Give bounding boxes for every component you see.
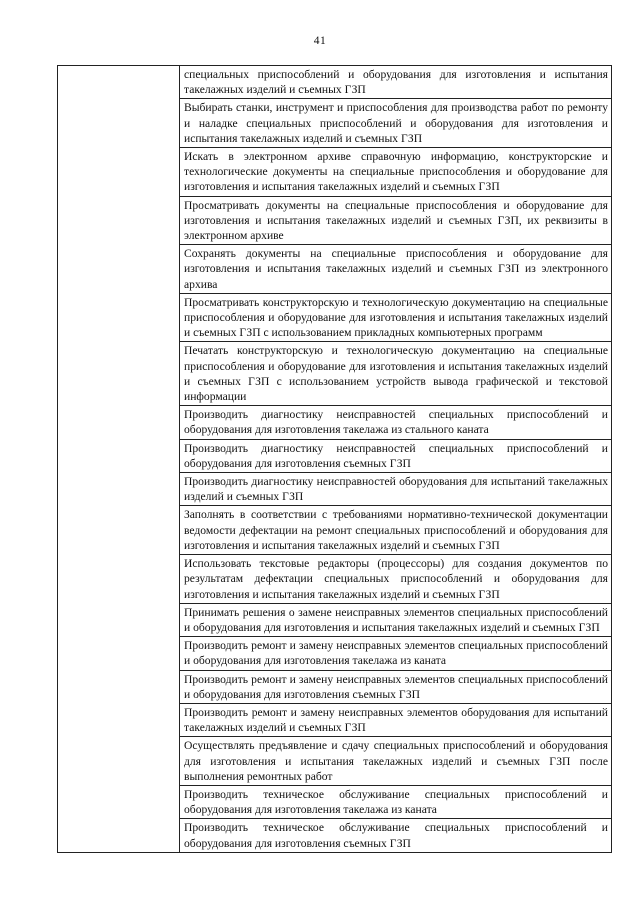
skill-cell: Осуществлять предъявление и сдачу специальных приспособлений и оборудования для изготовления и испытания такелажных изделий и съемных ГЗП после выполнения ремонтных работ [180, 737, 612, 786]
function-name-cell [58, 66, 180, 853]
skill-cell: Производить ремонт и замену неисправных элементов оборудования для испытаний такелажных изделий и съемных ГЗП [180, 703, 612, 736]
skill-cell: Просматривать документы на специальные приспособления и оборудование для изготовления и испытания такелажных изделий и съемных ГЗП, их реквизиты в электронном архиве [180, 196, 612, 245]
skill-cell: Сохранять документы на специальные приспособления и оборудование для изготовления и испытания такелажных изделий и съемных ГЗП из электронного архива [180, 245, 612, 294]
skill-cell: Производить ремонт и замену неисправных элементов специальных приспособлений и оборудования для изготовления такелажа из каната [180, 637, 612, 670]
skill-cell: Просматривать конструкторскую и технологическую документацию на специальные приспособления и оборудование для изготовления и испытания такелажных изделий и съемных ГЗП с использованием прикладных компьютерных программ [180, 293, 612, 342]
skill-cell: Использовать текстовые редакторы (процессоры) для создания документов по результатам дефектации специальных приспособлений и оборудования для изготовления и испытания такелажных изделий и съемных ГЗП [180, 555, 612, 604]
skill-cell: Выбирать станки, инструмент и приспособления для производства работ по ремонту и наладке специальных приспособлений и оборудования для изготовления и испытания такелажных изделий и съемных ГЗП [180, 99, 612, 148]
table-body [58, 66, 612, 853]
skill-cell: Искать в электронном архиве справочную информацию, конструкторские и технологические документы на специальные приспособления и оборудование для изготовления и испытания такелажных изделий и съемных ГЗП [180, 148, 612, 197]
skill-cell: Производить диагностику неисправностей специальных приспособлений и оборудования для изготовления съемных ГЗП [180, 439, 612, 472]
skill-cell: Производить ремонт и замену неисправных элементов специальных приспособлений и оборудования для изготовления съемных ГЗП [180, 670, 612, 703]
skill-cell: Принимать решения о замене неисправных элементов специальных приспособлений и оборудования для изготовления и испытания такелажных изделий и съемных ГЗП [180, 603, 612, 636]
skill-cell: Производить диагностику неисправностей специальных приспособлений и оборудования для изготовления такелажа из стального каната [180, 406, 612, 439]
table-row [58, 66, 612, 99]
skill-cell: Печатать конструкторскую и технологическую документацию на специальные приспособления и оборудование для изготовления и испытания такелажных изделий и съемных ГЗП с использованием устройств вывода графической и текстовой информации [180, 342, 612, 406]
skill-cell: специальных приспособлений и оборудования для изготовления и испытания такелажных изделий и съемных ГЗП [180, 66, 612, 99]
skill-cell: Производить диагностику неисправностей оборудования для испытаний такелажных изделий и съемных ГЗП [180, 473, 612, 506]
skill-cell: Производить техническое обслуживание специальных приспособлений и оборудования для изготовления съемных ГЗП [180, 819, 612, 852]
skill-cell: Производить техническое обслуживание специальных приспособлений и оборудования для изготовления такелажа из каната [180, 785, 612, 818]
labor-actions-table [57, 65, 612, 853]
page-number: 41 [313, 35, 327, 47]
skill-cell: Заполнять в соответствии с требованиями нормативно-технической документации ведомости дефектации на ремонт специальных приспособлений и оборудования для изготовления и испытания такелажных изделий и съемных ГЗП [180, 506, 612, 555]
